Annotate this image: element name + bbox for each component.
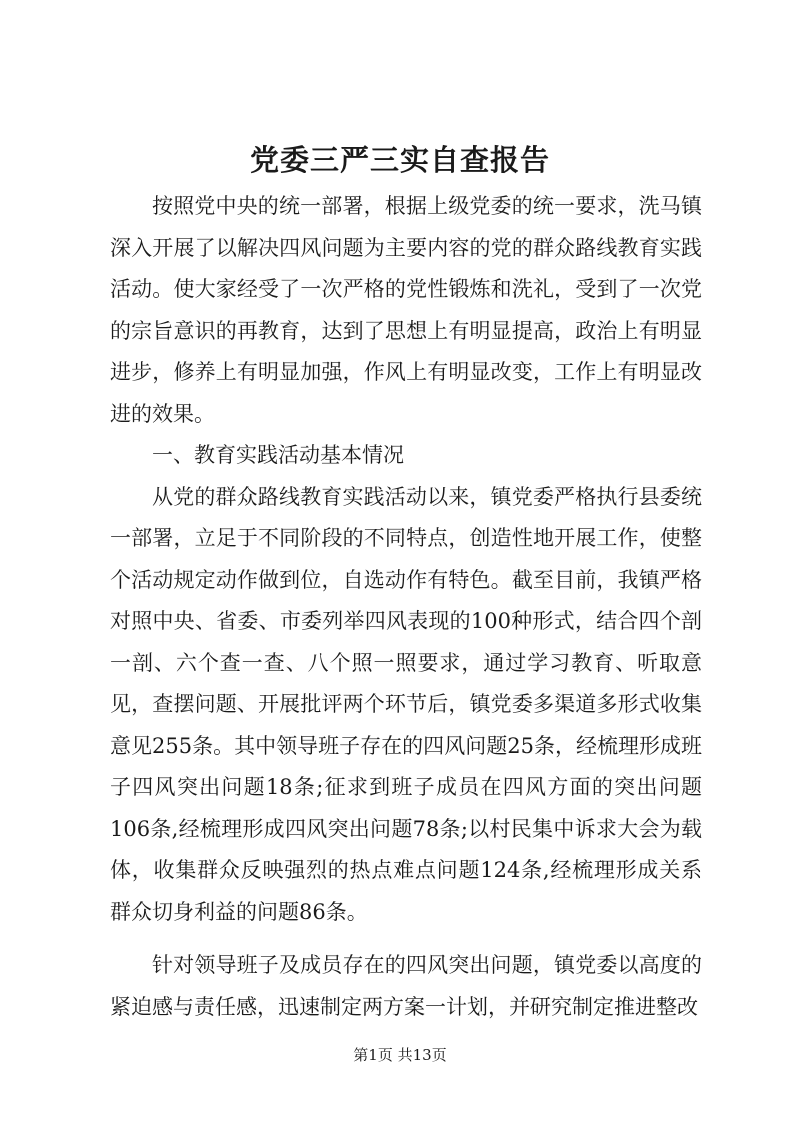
section-heading: 一、教育实践活动基本情况 (152, 443, 404, 467)
paragraph-intro: 按照党中央的统一部署，根据上级党委的统一要求，洗马镇深入开展了以解决四风问题为主要内容的党的群众路线教育实践活动。使大家经受了一次严格的党性锻炼和洗礼，受到了一次党的宗旨意识的再教育，达到了思想上有明显提高，政治上有明显进步，修养上有明显加强，作风上有明显改变，工作上有明显改进的效果。 (110, 194, 702, 426)
document-title: 党委三严三实自查报告 (249, 143, 550, 177)
paragraph-situation: 从党的群众路线教育实践活动以来，镇党委严格执行县委统一部署，立足于不同阶段的不同特点，创造性地开展工作，使整个活动规定动作做到位，自选动作有特色。截至目前，我镇严格对照中央、省委、市委列举四风表现的100种形式，结合四个剖一剖、六个查一查、八个照一照要求，通过学习教育、听取意见，查摆问题、开展批评两个环节后，镇党委多渠道多形式收集意见255条。其中领导班子存在的四风问题25条，经梳理形成班子四风突出问题18条;征求到班子成员在四风方面的突出问题106条,经梳理形成四风突出问题78条;以村民集中诉求大会为载体，收集群众反映强烈的热点难点问题124条,经梳理形成关系群众切身利益的问题86条。 (110, 484, 702, 924)
page-number-footer: 第1页 共13页 (353, 1046, 447, 1064)
paragraph-rectification: 针对领导班子及成员存在的四风突出问题，镇党委以高度的紧迫感与责任感，迅速制定两方案一计划，并研究制定推进整改 (110, 953, 702, 1019)
document-body (110, 186, 702, 1028)
